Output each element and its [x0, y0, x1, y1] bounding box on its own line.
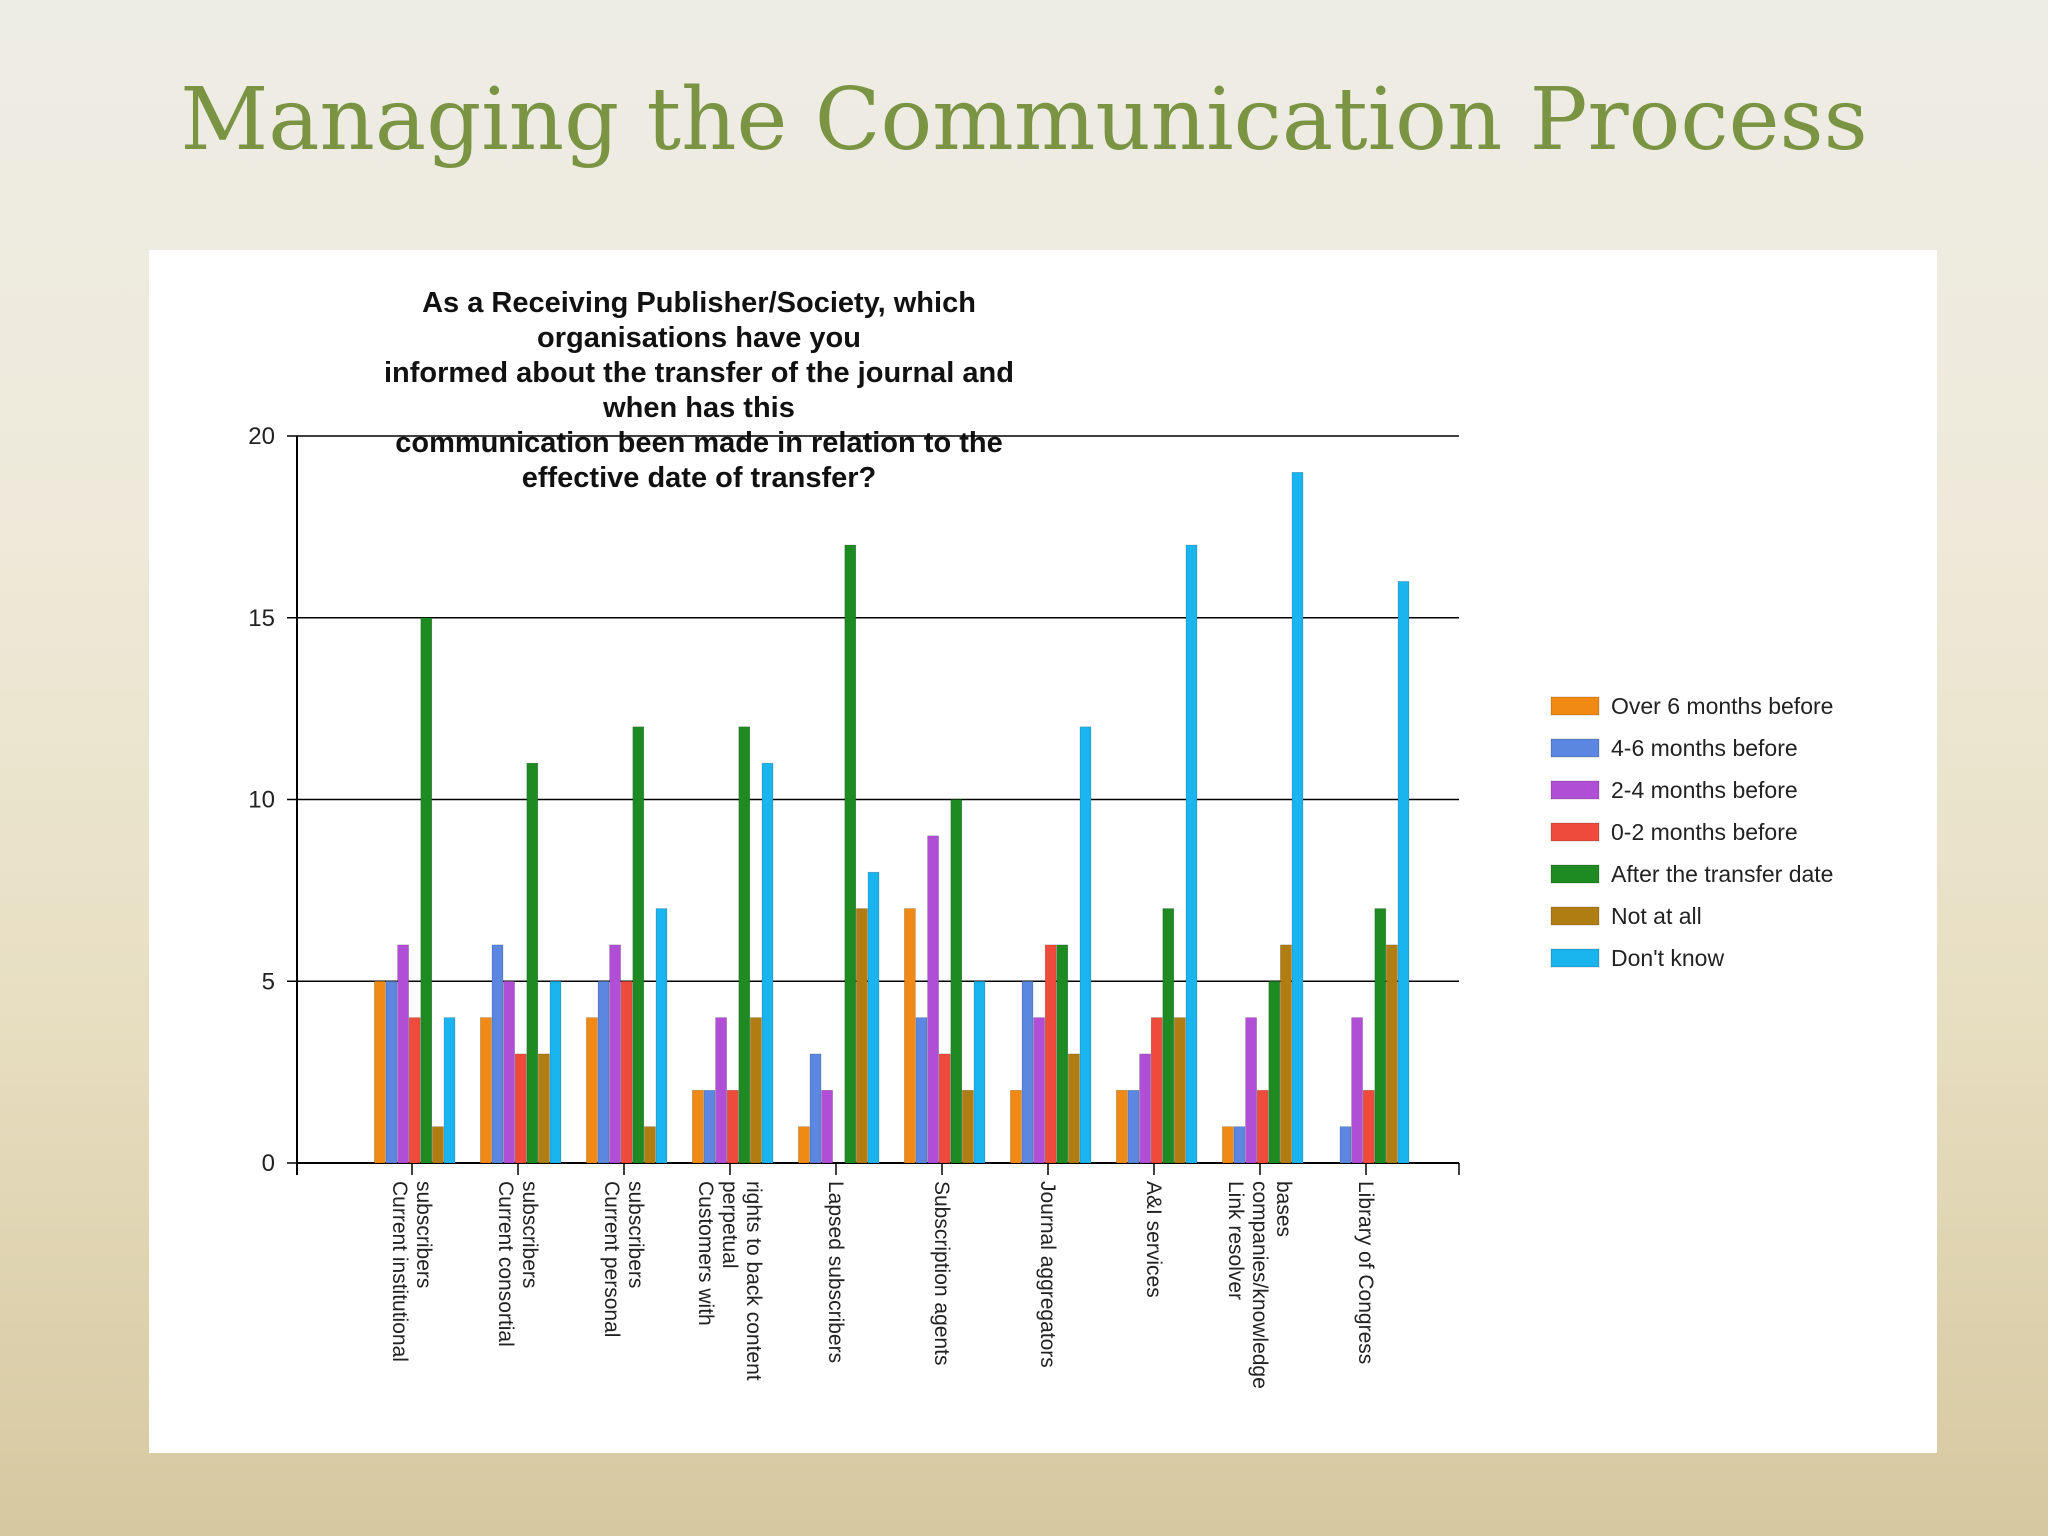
bar — [527, 763, 538, 1163]
bar — [1234, 1127, 1245, 1163]
bar — [974, 981, 985, 1163]
bar — [1257, 1090, 1268, 1163]
bar — [951, 800, 962, 1164]
bar — [656, 909, 667, 1163]
legend-label: 0-2 months before — [1611, 819, 1798, 845]
x-category-label-line: Lapsed subscribers — [824, 1181, 847, 1364]
bar — [1080, 727, 1091, 1163]
bar — [1398, 581, 1409, 1163]
bar — [939, 1054, 950, 1163]
bar — [1246, 1018, 1257, 1163]
legend-swatch — [1551, 907, 1599, 925]
legend-swatch — [1551, 823, 1599, 841]
x-category-label-line: Current institutional — [388, 1181, 411, 1362]
bar — [1280, 945, 1291, 1163]
x-category-label-line: Subscription agents — [930, 1181, 953, 1366]
x-category-label — [1354, 1181, 1377, 1364]
x-category-label — [1224, 1181, 1295, 1389]
bar — [798, 1127, 809, 1163]
x-category-label — [1036, 1181, 1059, 1368]
bar — [492, 945, 503, 1163]
x-category-label-line: subscribers — [624, 1181, 647, 1289]
bar — [739, 727, 750, 1163]
bar — [1386, 945, 1397, 1163]
bar — [716, 1018, 727, 1163]
bar — [1222, 1127, 1233, 1163]
bar — [845, 545, 856, 1163]
x-category-label-line: Current consortial — [494, 1181, 517, 1347]
bar — [1340, 1127, 1351, 1163]
bar — [868, 872, 879, 1163]
bar — [1010, 1090, 1021, 1163]
x-category-label — [824, 1181, 847, 1363]
x-category-label — [600, 1181, 647, 1337]
x-category-label — [388, 1181, 435, 1362]
chart-title-line: informed about the transfer of the journal and when has this — [384, 357, 1014, 424]
legend-label: After the transfer date — [1611, 861, 1834, 887]
bar — [1163, 909, 1174, 1163]
slide-title: Managing the Communication Process — [180, 70, 1868, 170]
bar — [550, 981, 561, 1163]
legend-swatch — [1551, 781, 1599, 799]
x-category-label — [930, 1181, 953, 1365]
bar — [962, 1090, 973, 1163]
bar — [692, 1090, 703, 1163]
x-category-label — [494, 1181, 541, 1347]
bar — [598, 981, 609, 1163]
bar — [610, 945, 621, 1163]
bar — [856, 909, 867, 1163]
bar — [480, 1018, 491, 1163]
bar — [1269, 981, 1280, 1163]
bar — [704, 1090, 715, 1163]
bar — [386, 981, 397, 1163]
x-category-label-line: companies/knowledge — [1248, 1181, 1271, 1389]
x-category-label-line: subscribers — [518, 1181, 541, 1289]
x-category-label-line: A&I services — [1142, 1181, 1165, 1298]
bar — [1352, 1018, 1363, 1163]
legend-label: Not at all — [1611, 903, 1702, 929]
bar — [916, 1018, 927, 1163]
bar — [644, 1127, 655, 1163]
bar — [762, 763, 773, 1163]
bar — [822, 1090, 833, 1163]
bar — [1022, 981, 1033, 1163]
bar — [1128, 1090, 1139, 1163]
bar — [1174, 1018, 1185, 1163]
bar — [1116, 1090, 1127, 1163]
legend-label: Over 6 months before — [1611, 693, 1834, 719]
x-category-label-line: subscribers — [412, 1181, 435, 1289]
bar-chart — [149, 250, 1937, 1453]
bar — [444, 1018, 455, 1163]
bar — [504, 981, 515, 1163]
x-category-label-line: perpetual — [718, 1181, 741, 1269]
bar — [928, 836, 939, 1163]
y-tick-label: 20 — [248, 423, 275, 450]
legend-swatch — [1551, 949, 1599, 967]
bar — [810, 1054, 821, 1163]
bar — [727, 1090, 738, 1163]
bar — [904, 909, 915, 1163]
bar — [750, 1018, 761, 1163]
bar — [421, 618, 432, 1163]
legend-label: Don't know — [1611, 945, 1725, 971]
bar — [1140, 1054, 1151, 1163]
chart-title-line: communication been made in relation to the effective date of transfer? — [395, 427, 1003, 494]
bar — [409, 1018, 420, 1163]
x-category-label-line: Link resolver — [1224, 1181, 1247, 1301]
bar — [1034, 1018, 1045, 1163]
bar — [1068, 1054, 1079, 1163]
x-category-label-line: rights to back content — [742, 1181, 765, 1381]
bar — [586, 1018, 597, 1163]
x-category-label-line: Library of Congress — [1354, 1181, 1377, 1365]
bar — [1363, 1090, 1374, 1163]
bar — [1292, 472, 1303, 1163]
y-tick-label: 10 — [248, 786, 275, 814]
bar — [432, 1127, 443, 1163]
y-tick-label: 0 — [261, 1150, 275, 1177]
x-category-label-line: bases — [1272, 1181, 1295, 1238]
legend-swatch — [1551, 865, 1599, 883]
bar — [621, 981, 632, 1163]
bar — [515, 1054, 526, 1163]
bar — [633, 727, 644, 1163]
legend-swatch — [1551, 739, 1599, 757]
legend-label: 4-6 months before — [1611, 735, 1798, 761]
bar — [1057, 945, 1068, 1163]
x-category-label-line: Journal aggregators — [1036, 1181, 1059, 1368]
bar — [1045, 945, 1056, 1163]
legend-swatch — [1551, 697, 1599, 715]
x-category-label — [694, 1181, 765, 1381]
y-tick-label: 15 — [248, 604, 275, 632]
chart-title-line: As a Receiving Publisher/Society, which organisations have you — [422, 287, 976, 354]
bar — [1151, 1018, 1162, 1163]
x-category-label-line: Current personal — [600, 1181, 623, 1338]
bar — [538, 1054, 549, 1163]
x-category-label-line: Customers with — [694, 1181, 717, 1326]
bar — [374, 981, 385, 1163]
bar — [1186, 545, 1197, 1163]
bar — [1375, 909, 1386, 1163]
chart-panel — [149, 250, 1937, 1453]
bar — [398, 945, 409, 1163]
x-category-label — [1142, 1181, 1165, 1298]
legend-label: 2-4 months before — [1611, 777, 1798, 803]
y-tick-label: 5 — [261, 968, 275, 996]
